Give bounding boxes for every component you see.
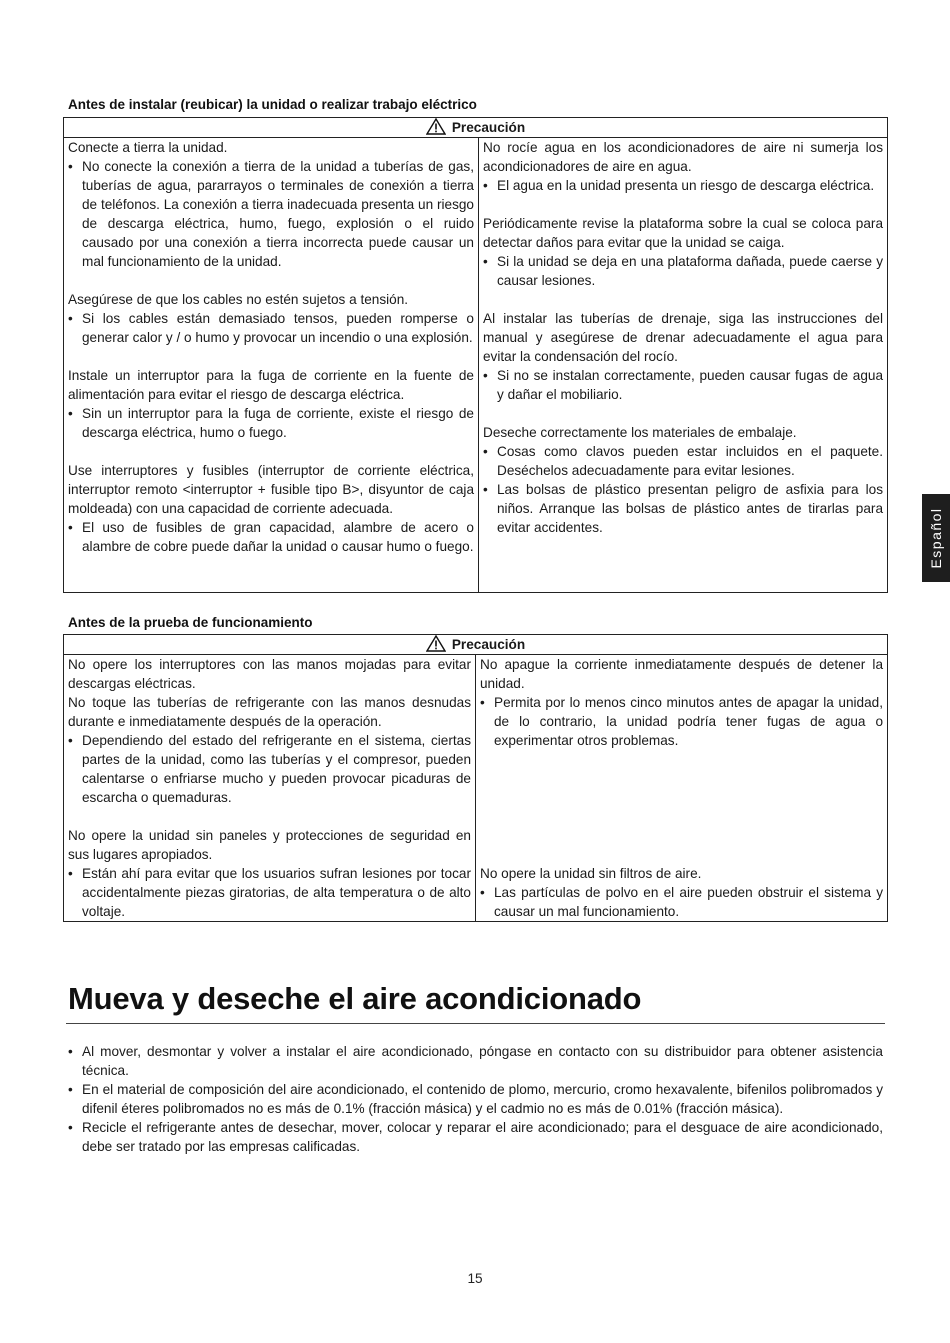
packaging-bullet-bags: • Las bolsas de plástico presentan peligro de asfixia para los niños. Arranque las bolsas de plástico antes de tirarlas para evitar accidentes. [483, 480, 883, 537]
drain-bullet: • Si no se instalan correctamente, pueden causar fugas de agua y dañar el mobiliario. [483, 366, 883, 404]
warning-icon [426, 635, 446, 652]
install-caution-header [64, 118, 888, 138]
air-filter-bullet: • Las partículas de polvo en el aire pueden obstruir el sistema y causar un mal funcionamiento. [480, 883, 883, 921]
water-spray-bullet: • El agua en la unidad presenta un riesgo de descarga eléctrica. [483, 176, 883, 195]
refrigerant-pipes-heading: No toque las tuberías de refrigerante con las manos desnudas durante e inmediatamente después de la operación. [68, 695, 471, 729]
platform-bullet: • Si la unidad se deja en una plataforma dañada, puede caerse y causar lesiones. [483, 252, 883, 290]
packaging-bullet-nails: • Cosas como clavos pueden estar incluidos en el paquete. Deséchelos adecuadamente para evitar lesiones. [483, 442, 883, 480]
test-left-column [64, 655, 476, 922]
power-off-heading: No apague la corriente inmediatamente después de detener la unidad. [480, 657, 884, 691]
install-right-column [479, 138, 888, 593]
install-section-title: Antes de instalar (reubicar) la unidad o realizar trabajo eléctrico [68, 97, 477, 112]
ground-bullet: • No conecte la conexión a tierra de la unidad a tuberías de gas, tuberías de agua, pararrayos o terminales de conexión a tierra de teléfonos. La conexión a tierra inadecuada presenta un riesgo de descarga eléctrica, humo, fuego, explosión o el ruido causado por una conexión a tierra incorrecta puede causar un mal funcionamiento de la unidad. [68, 157, 474, 271]
packaging-heading: Deseche correctamente los materiales de embalaje. [483, 425, 797, 440]
leakage-breaker-heading: Instale un interruptor para la fuga de corriente en la fuente de alimentación para evitar el riesgo de descarga eléctrica. [68, 368, 474, 402]
dispose-title: Mueva y deseche el aire acondicionado [68, 981, 642, 1016]
warning-icon [426, 118, 446, 135]
install-caution-table [63, 117, 888, 593]
refrigerant-pipes-bullet: • Dependiendo del estado del refrigerante en el sistema, ciertas partes de la unidad, como las tuberías y el compresor, pueden calentarse o enfriarse mucho y pueden provocar picaduras de escarcha o quemaduras. [68, 731, 471, 807]
caution-label: Precaución [451, 637, 526, 652]
fuses-bullet: • El uso de fusibles de gran capacidad, alambre de acero o alambre de cobre puede dañar la unidad o causar humo o fuego. [68, 518, 474, 556]
list-item: • En el material de composición del aire acondicionado, el contenido de plomo, mercurio, cromo hexavalente, bifenilos polibromados y difenil éteres polibromados no es más de 0.1% (fracción másica) y el cadmio no es más de 0.01% (fracción másica). [68, 1080, 883, 1118]
test-right-column [476, 655, 888, 922]
caution-label: Precaución [451, 120, 526, 135]
air-filter-heading: No opere la unidad sin filtros de aire. [480, 866, 702, 881]
test-caution-table [63, 634, 888, 922]
wet-hands-heading: No opere los interruptores con las manos mojadas para evitar descargas eléctricas. [68, 657, 471, 691]
power-off-bullet: • Permita por lo menos cinco minutos antes de apagar la unidad, de lo contrario, la unidad podría tener fugas de agua o experimentar otros problemas. [480, 693, 883, 750]
ground-heading: Conecte a tierra la unidad. [68, 140, 228, 155]
language-tab [922, 494, 950, 582]
fuses-heading: Use interruptores y fusibles (interruptor de corriente eléctrica, interruptor remoto <interruptor + fusible tipo B>, disyuntor de caja moldeada) con una capacidad de corriente adecuada. [68, 463, 474, 516]
list-item: • Recicle el refrigerante antes de desechar, mover, colocar y reparar el aire acondicionado; para el desguace de aire acondicionado, debe ser tratado por las empresas calificadas. [68, 1118, 883, 1156]
install-left-column [64, 138, 479, 593]
dispose-list [68, 1042, 883, 1156]
cable-tension-bullet: • Si los cables están demasiado tensos, pueden romperse o generar calor y / o humo y provocar un incendio o una explosión. [68, 309, 474, 347]
page-number: 15 [467, 1271, 483, 1286]
leakage-breaker-bullet: • Sin un interruptor para la fuga de corriente, existe el riesgo de descarga eléctrica, humo o fuego. [68, 404, 474, 442]
test-caution-header [64, 635, 888, 655]
language-tab-label: Español [928, 507, 944, 569]
list-item: • Al mover, desmontar y volver a instalar el aire acondicionado, póngase en contacto con su distribuidor para obtener asistencia técnica. [68, 1042, 883, 1080]
drain-heading: Al instalar las tuberías de drenaje, siga las instrucciones del manual y asegúrese de drenar adecuadamente el agua para evitar la condensación del rocío. [483, 311, 884, 364]
safety-panels-bullet: • Están ahí para evitar que los usuarios sufran lesiones por tocar accidentalmente piezas giratorias, de alta temperatura o de alto voltaje. [68, 864, 471, 921]
cable-tension-heading: Asegúrese de que los cables no estén sujetos a tensión. [68, 292, 409, 307]
test-section-title: Antes de la prueba de funcionamiento [68, 615, 313, 630]
platform-heading: Periódicamente revise la plataforma sobre la cual se coloca para detectar daños para evitar que la unidad se caiga. [483, 216, 884, 250]
water-spray-heading: No rocíe agua en los acondicionadores de aire ni sumerja los acondicionadores de aire en agua. [483, 140, 884, 174]
safety-panels-heading: No opere la unidad sin paneles y protecciones de seguridad en sus lugares apropiados. [68, 828, 471, 862]
title-divider [66, 1023, 885, 1024]
